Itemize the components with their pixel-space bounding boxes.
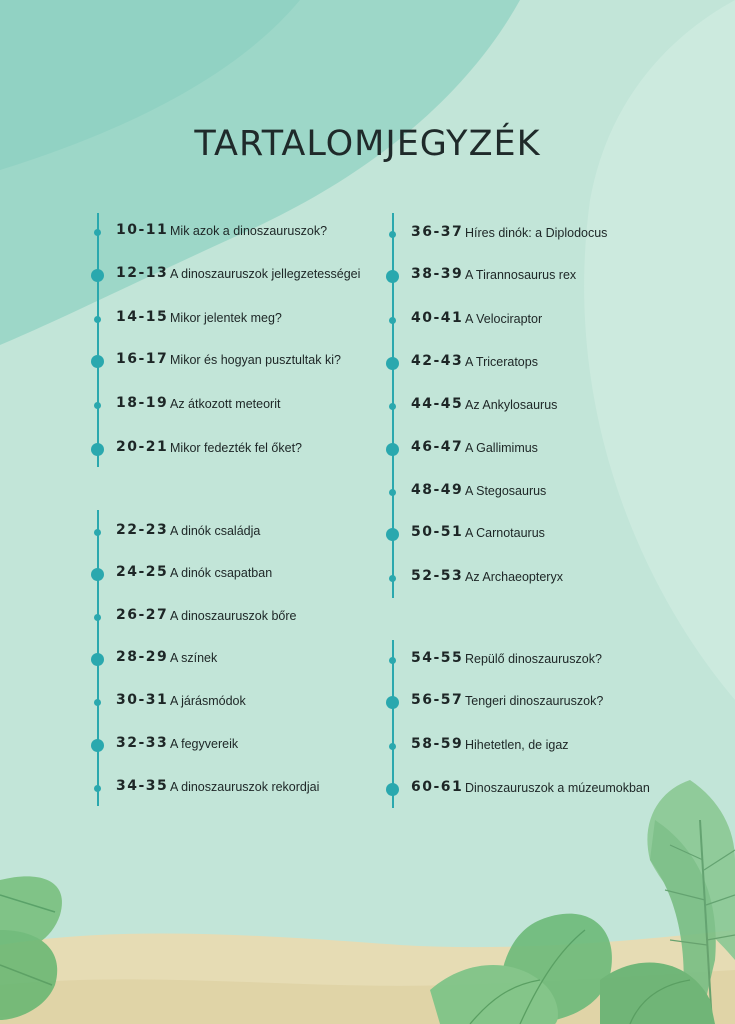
chapter-title: A Stegosaurus [465,484,547,498]
timeline-line [97,213,99,467]
chapter-title: Hihetetlen, de igaz [465,738,569,752]
timeline-dot [91,269,104,282]
chapter-title: A dinoszauruszok jellegzetességei [170,267,361,281]
page-range: 16-17 [116,351,169,367]
timeline-dot [386,783,399,796]
chapter-title: A fegyvereik [170,737,239,751]
chapter-title: A színek [170,651,218,665]
chapter-title: Az átkozott meteorit [170,397,281,411]
page-range: 26-27 [116,607,169,623]
chapter-title: A Triceratops [465,355,538,369]
timeline-dot [94,529,101,536]
timeline-dot [91,568,104,581]
page-range: 36-37 [411,224,464,240]
page-title: TARTALOMJEGYZÉK [194,124,541,164]
chapter-title: A dinoszauruszok bőre [170,609,297,623]
timeline-dot [389,743,396,750]
page-range: 40-41 [411,310,464,326]
timeline-dot [91,739,104,752]
timeline-dot [386,696,399,709]
timeline-dot [94,614,101,621]
chapter-title: Dinoszauruszok a múzeumokban [465,781,650,795]
page-range: 28-29 [116,649,169,665]
timeline-dot [386,270,399,283]
timeline-dot [94,785,101,792]
timeline-dot [386,443,399,456]
timeline-dot [389,231,396,238]
chapter-title: A Carnotaurus [465,526,545,540]
timeline-dot [94,316,101,323]
chapter-title: A járásmódok [170,694,246,708]
timeline-dot [94,229,101,236]
page-range: 48-49 [411,482,464,498]
page-range: 56-57 [411,692,464,708]
timeline-dot [389,489,396,496]
timeline-dot [94,699,101,706]
timeline-dot [386,357,399,370]
page-range: 12-13 [116,265,169,281]
page-range: 14-15 [116,309,169,325]
page-range: 58-59 [411,736,464,752]
chapter-title: Tengeri dinoszauruszok? [465,694,604,708]
page-range: 52-53 [411,568,464,584]
page-range: 46-47 [411,439,464,455]
timeline-dot [94,402,101,409]
page-range: 38-39 [411,266,464,282]
chapter-title: Az Ankylosaurus [465,398,558,412]
timeline-dot [91,355,104,368]
timeline-dot [91,443,104,456]
timeline-dot [386,528,399,541]
chapter-title: A Gallimimus [465,441,538,455]
chapter-title: A dinók csapatban [170,566,273,580]
chapter-title: Híres dinók: a Diplodocus [465,226,608,240]
timeline-dot [91,653,104,666]
chapter-title: A Tirannosaurus rex [465,268,577,282]
chapter-title: A Velociraptor [465,312,543,326]
page-range: 10-11 [116,222,169,238]
page-range: 32-33 [116,735,169,751]
timeline-dot [389,575,396,582]
page-range: 24-25 [116,564,169,580]
chapter-title: Mikor fedezték fel őket? [170,441,303,455]
page-range: 44-45 [411,396,464,412]
page-range: 54-55 [411,650,464,666]
page-range: 50-51 [411,524,464,540]
chapter-title: Mikor és hogyan pusztultak ki? [170,353,341,367]
page-range: 18-19 [116,395,169,411]
page-range: 60-61 [411,779,464,795]
page-range: 20-21 [116,439,169,455]
timeline-dot [389,403,396,410]
timeline-dot [389,317,396,324]
chapter-title: A dinók családja [170,524,261,538]
chapter-title: Repülő dinoszauruszok? [465,652,602,666]
page-range: 30-31 [116,692,169,708]
page-range: 22-23 [116,522,169,538]
page-range: 34-35 [116,778,169,794]
chapter-title: Mik azok a dinoszauruszok? [170,224,328,238]
page-range: 42-43 [411,353,464,369]
chapter-title: A dinoszauruszok rekordjai [170,780,320,794]
chapter-title: Az Archaeopteryx [465,570,563,584]
chapter-title: Mikor jelentek meg? [170,311,282,325]
timeline-dot [389,657,396,664]
